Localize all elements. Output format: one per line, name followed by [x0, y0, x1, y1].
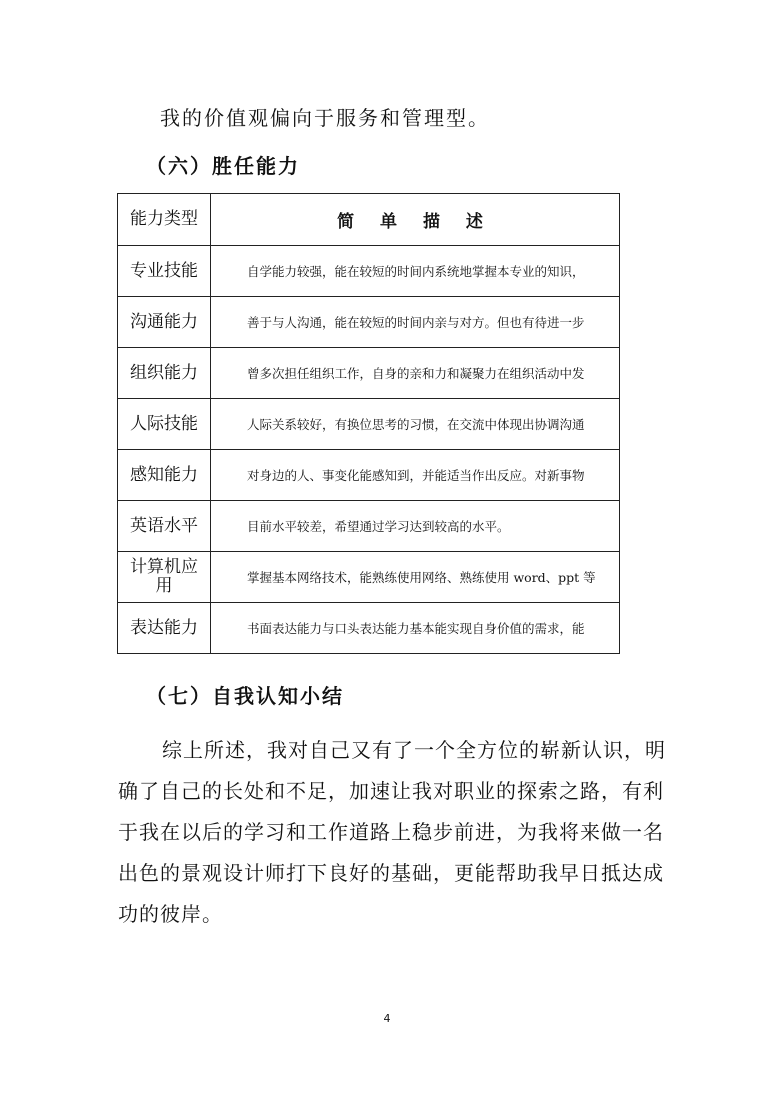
summary-line: 确了自己的长处和不足，加速让我对职业的探索之路，有利 — [118, 779, 664, 803]
ability-type-cell: 专业技能 — [118, 246, 211, 297]
table-row — [118, 297, 620, 348]
section-heading-competency: （六）胜任能力 — [146, 154, 300, 178]
ability-type-cell: 计算机应用 — [118, 552, 211, 603]
summary-line: 于我在以后的学习和工作道路上稳步前进，为我将来做一名 — [118, 820, 664, 844]
summary-line: 综上所述，我对自己又有了一个全方位的崭新认识，明 — [162, 738, 666, 762]
ability-type-cell: 人际技能 — [118, 399, 211, 450]
ability-description-cell: 曾多次担任组织工作，自身的亲和力和凝聚力在组织活动中发 — [211, 348, 620, 399]
ability-type-cell: 沟通能力 — [118, 297, 211, 348]
summary-line: 出色的景观设计师打下良好的基础，更能帮助我早日抵达成 — [118, 861, 664, 885]
competency-table — [117, 193, 620, 654]
header-ability-type: 能力类型 — [118, 194, 211, 246]
page-number: 4 — [383, 1012, 391, 1025]
ability-description-cell: 人际关系较好，有换位思考的习惯，在交流中体现出协调沟通 — [211, 399, 620, 450]
summary-line: 功的彼岸。 — [118, 902, 223, 926]
ability-description-cell: 书面表达能力与口头表达能力基本能实现自身价值的需求，能 — [211, 603, 620, 654]
ability-type-cell: 感知能力 — [118, 450, 211, 501]
table-row — [118, 552, 620, 603]
ability-type-cell: 表达能力 — [118, 603, 211, 654]
table-row — [118, 603, 620, 654]
table-header-row — [118, 194, 620, 246]
ability-type-cell: 英语水平 — [118, 501, 211, 552]
ability-description-cell: 目前水平较差，希望通过学习达到较高的水平。 — [211, 501, 620, 552]
table-row — [118, 501, 620, 552]
header-description: 简 单 描 述 — [211, 194, 620, 246]
table-row — [118, 246, 620, 297]
ability-description-cell: 善于与人沟通，能在较短的时间内亲与对方。但也有待进一步 — [211, 297, 620, 348]
ability-description-cell: 掌握基本网络技术，能熟练使用网络、熟练使用 word、ppt 等 — [211, 552, 620, 603]
table-row — [118, 348, 620, 399]
intro-paragraph: 我的价值观偏向于服务和管理型。 — [160, 106, 490, 130]
section-heading-self-summary: （七）自我认知小结 — [146, 684, 344, 708]
table-row — [118, 399, 620, 450]
table-row — [118, 450, 620, 501]
ability-description-cell: 自学能力较强，能在较短的时间内系统地掌握本专业的知识， — [211, 246, 620, 297]
ability-description-cell: 对身边的人、事变化能感知到，并能适当作出反应。对新事物 — [211, 450, 620, 501]
ability-type-cell: 组织能力 — [118, 348, 211, 399]
